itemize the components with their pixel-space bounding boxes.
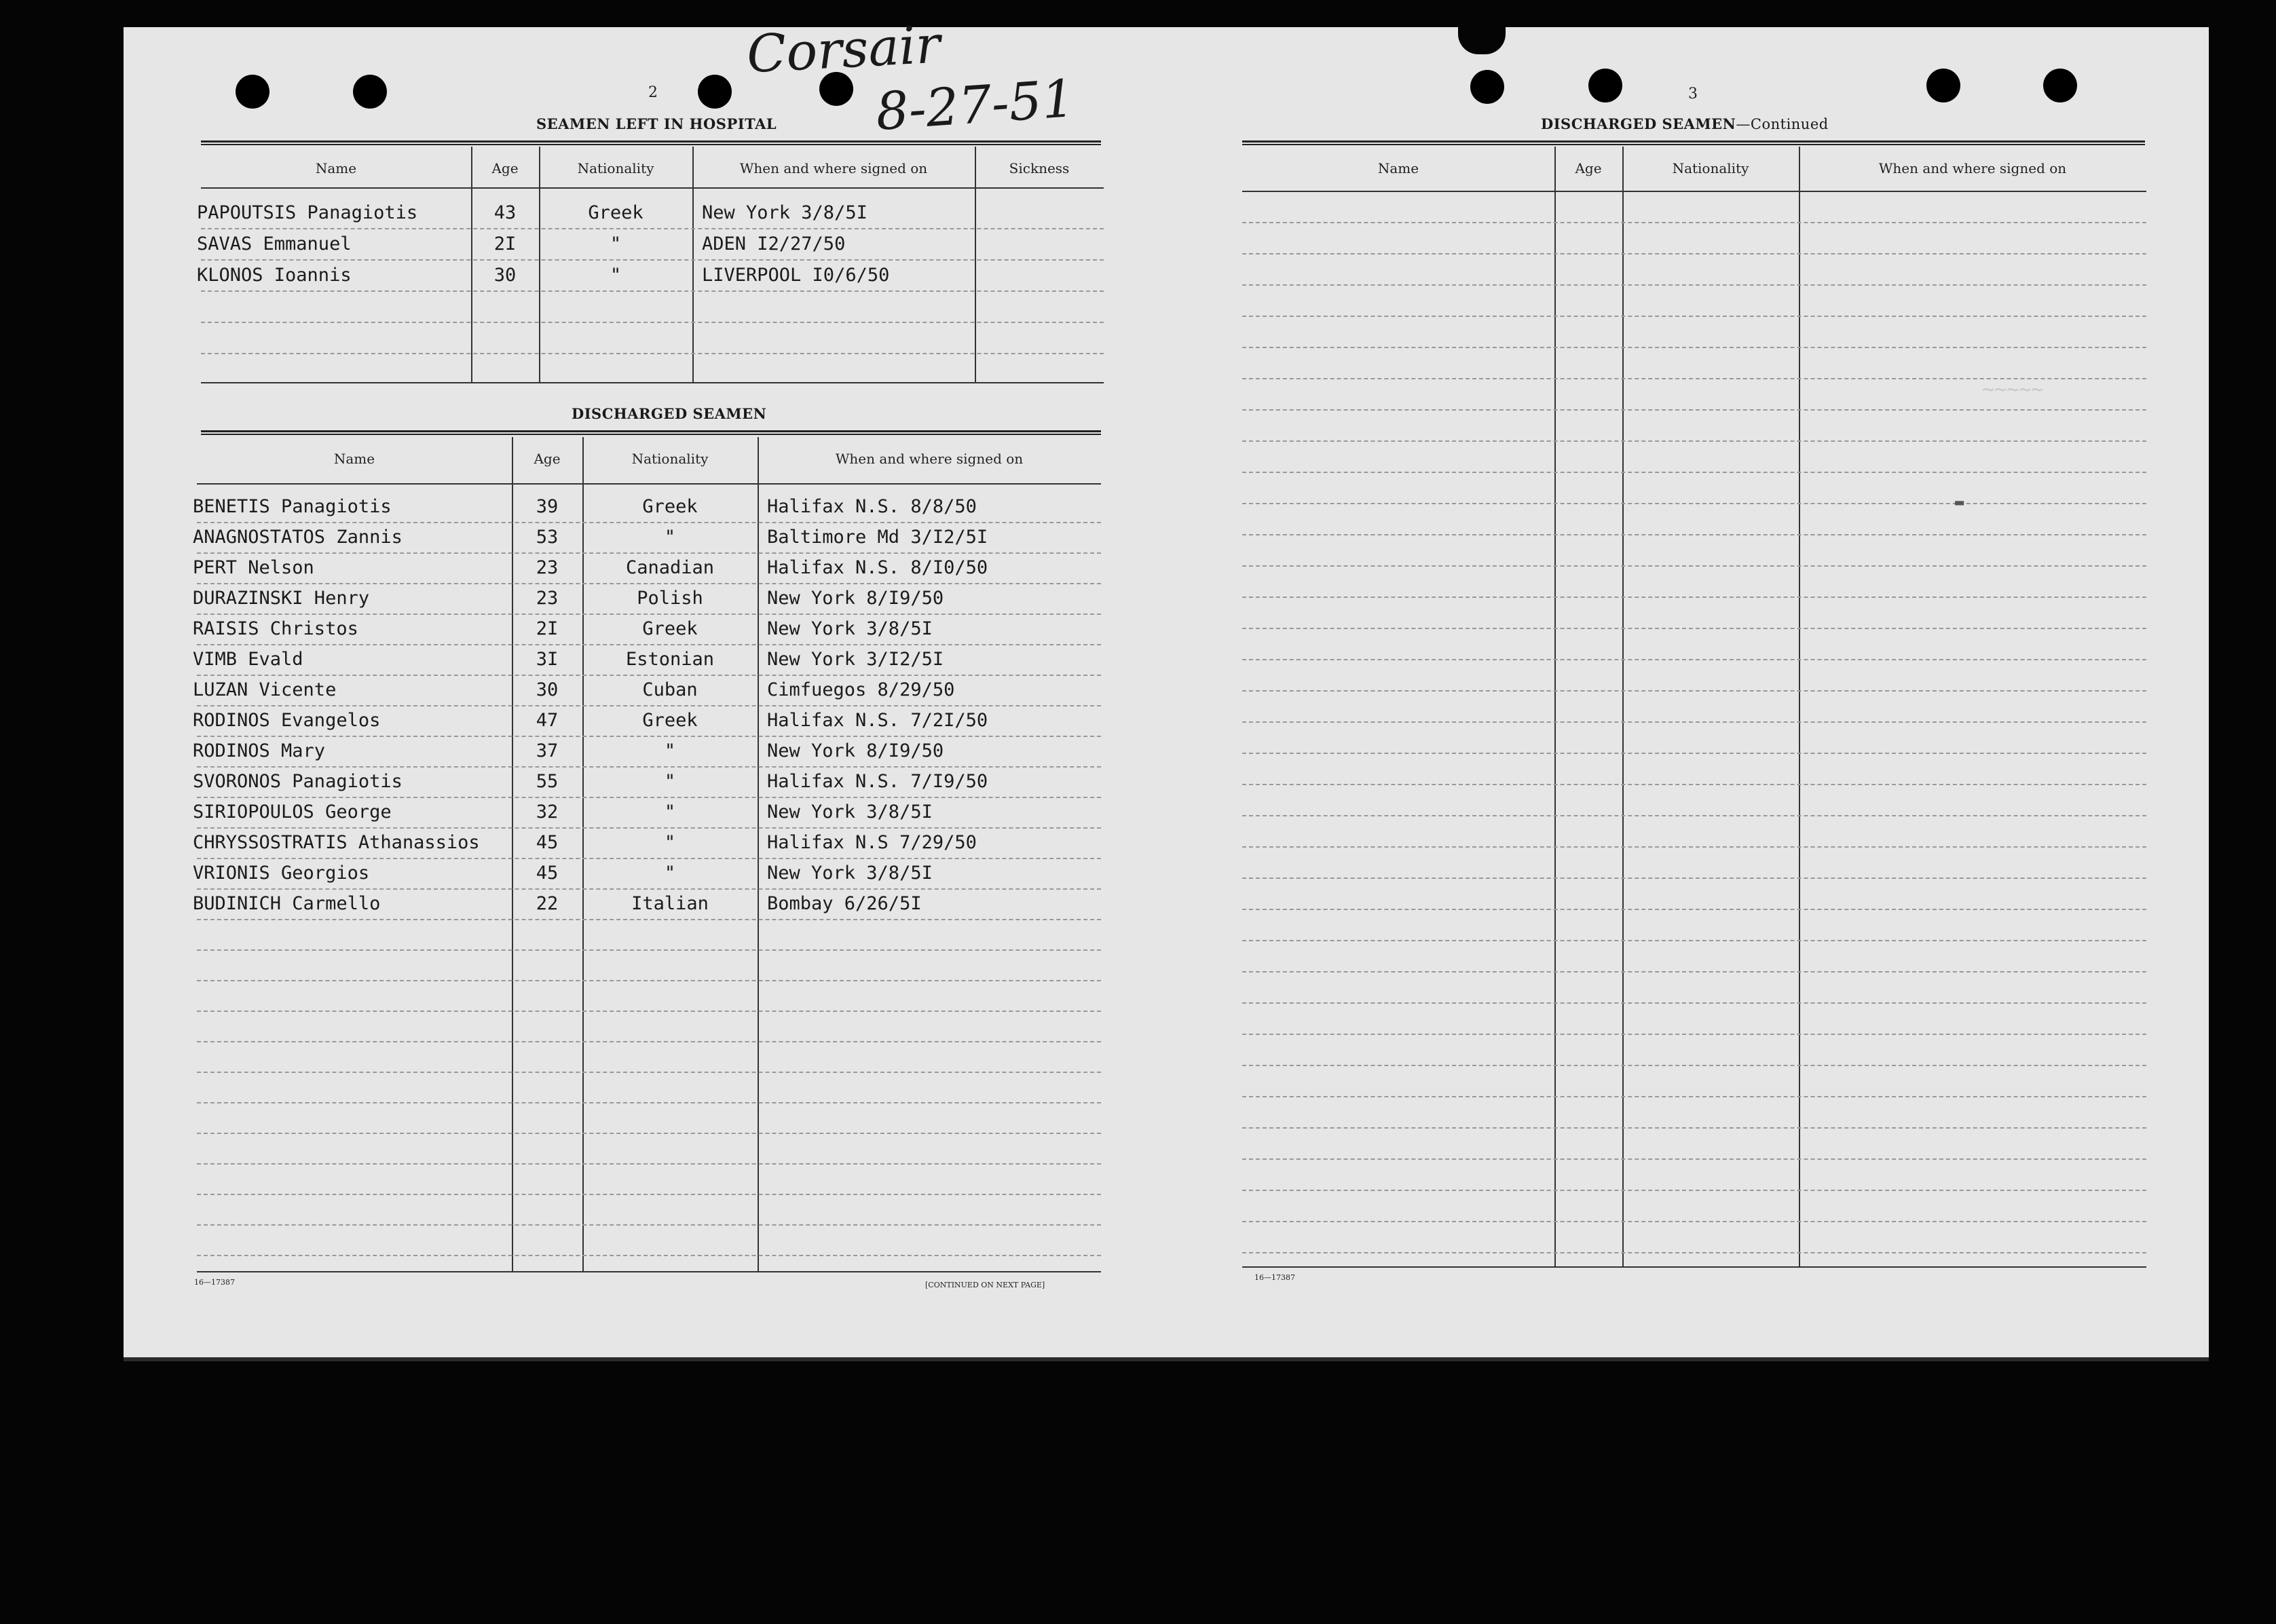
table-cell: CHRYSSOSTRATIS Athanassios bbox=[193, 832, 480, 853]
table-cell: New York 3/8/5I bbox=[767, 863, 933, 884]
table-cell: RAISIS Christos bbox=[193, 618, 358, 639]
row-line bbox=[197, 858, 1101, 859]
row-line bbox=[1242, 815, 2146, 816]
row-line bbox=[1242, 1002, 2146, 1004]
row-line bbox=[197, 980, 1101, 981]
row-line bbox=[1242, 534, 2146, 535]
hospital-section-title: SEAMEN LEFT IN HOSPITAL bbox=[536, 115, 777, 132]
table-cell: RODINOS Evangelos bbox=[193, 710, 381, 731]
row-line bbox=[197, 1102, 1101, 1103]
column-header: When and where signed on bbox=[1878, 160, 2067, 176]
table-cell: " bbox=[664, 832, 676, 853]
header-rule bbox=[201, 187, 1104, 189]
table-cell: 47 bbox=[536, 710, 559, 731]
row-line bbox=[201, 353, 1104, 354]
continued-note: [CONTINUED ON NEXT PAGE] bbox=[925, 1281, 1045, 1289]
table-cell: 2I bbox=[493, 233, 517, 254]
column-header: Nationality bbox=[631, 451, 709, 467]
handwritten-ship-name: Corsair bbox=[745, 14, 942, 85]
punch-hole bbox=[698, 75, 732, 109]
row-line bbox=[1242, 753, 2146, 754]
table-cell: " bbox=[664, 771, 676, 792]
row-line bbox=[1242, 628, 2146, 629]
table-cell: Polish bbox=[637, 588, 703, 609]
row-line bbox=[197, 919, 1101, 920]
row-line bbox=[197, 827, 1101, 829]
table-cell: DURAZINSKI Henry bbox=[193, 588, 370, 609]
row-line bbox=[1242, 565, 2146, 567]
row-line bbox=[1242, 253, 2146, 254]
row-line bbox=[1242, 284, 2146, 286]
table-cell: New York 8/I9/50 bbox=[767, 740, 944, 761]
column-divider bbox=[1799, 147, 1800, 1266]
row-line bbox=[1242, 1221, 2146, 1222]
punch-hole bbox=[353, 75, 387, 109]
row-line bbox=[1242, 347, 2146, 348]
table-cell: 23 bbox=[536, 588, 559, 609]
table-cell: Halifax N.S 7/29/50 bbox=[767, 832, 977, 853]
table-cell: " bbox=[610, 233, 622, 254]
column-divider bbox=[1554, 147, 1556, 1266]
row-line bbox=[1242, 940, 2146, 941]
column-header: Name bbox=[333, 451, 375, 467]
table-cell: Greek bbox=[642, 618, 698, 639]
column-header: Age bbox=[534, 451, 561, 467]
row-line bbox=[197, 766, 1101, 768]
row-line bbox=[1242, 690, 2146, 692]
table-bottom-rule bbox=[197, 1271, 1101, 1272]
table-cell: ANAGNOSTATOS Zannis bbox=[193, 527, 403, 548]
row-line bbox=[201, 322, 1104, 323]
punch-hole bbox=[1926, 69, 1960, 102]
table-cell: New York 8/I9/50 bbox=[767, 588, 944, 609]
table-cell: Baltimore Md 3/I2/5I bbox=[767, 527, 988, 548]
row-line bbox=[197, 675, 1101, 676]
table-bottom-rule bbox=[1242, 1266, 2146, 1268]
row-line bbox=[197, 644, 1101, 645]
table-cell: 30 bbox=[536, 679, 559, 700]
discharged-section-title: DISCHARGED SEAMEN bbox=[572, 405, 767, 422]
table-cell: New York 3/8/5I bbox=[767, 618, 933, 639]
right-title-continued: —Continued bbox=[1736, 116, 1829, 132]
row-line bbox=[197, 583, 1101, 584]
column-header: When and where signed on bbox=[739, 160, 928, 176]
table-cell: Canadian bbox=[625, 557, 715, 578]
table-cell: LIVERPOOL I0/6/50 bbox=[702, 265, 890, 286]
table-cell: Cimfuegos 8/29/50 bbox=[767, 679, 955, 700]
header-rule bbox=[197, 483, 1101, 485]
row-line bbox=[1242, 409, 2146, 411]
column-header: When and where signed on bbox=[835, 451, 1024, 467]
column-divider bbox=[692, 147, 694, 382]
row-line bbox=[197, 888, 1101, 890]
table-cell: VRIONIS Georgios bbox=[193, 863, 370, 884]
table-cell: Cuban bbox=[642, 679, 698, 700]
table-cell: Greek bbox=[642, 710, 698, 731]
punch-hole bbox=[2043, 69, 2077, 102]
table-cell: LUZAN Vicente bbox=[193, 679, 337, 700]
right-title-main: DISCHARGED SEAMEN bbox=[1541, 115, 1736, 132]
table-cell: Italian bbox=[631, 893, 709, 914]
table-cell: 22 bbox=[536, 893, 559, 914]
column-header: Name bbox=[315, 160, 357, 176]
table-cell: 39 bbox=[536, 496, 559, 517]
table-cell: 2I bbox=[536, 618, 559, 639]
punch-hole bbox=[1588, 69, 1622, 102]
row-line bbox=[1242, 784, 2146, 785]
table-cell: PAPOUTSIS Panagiotis bbox=[197, 202, 418, 223]
row-line bbox=[1242, 1158, 2146, 1160]
table-cell: Bombay 6/26/5I bbox=[767, 893, 922, 914]
row-line bbox=[1242, 1190, 2146, 1191]
table-cell: SVORONOS Panagiotis bbox=[193, 771, 403, 792]
table-cell: SAVAS Emmanuel bbox=[197, 233, 352, 254]
table-cell: RODINOS Mary bbox=[193, 740, 326, 761]
table-cell: 3I bbox=[536, 649, 559, 670]
table-cell: Halifax N.S. 8/I0/50 bbox=[767, 557, 988, 578]
column-header: Age bbox=[1575, 160, 1602, 176]
punch-hole bbox=[236, 75, 269, 109]
row-line bbox=[197, 705, 1101, 706]
column-divider bbox=[975, 147, 976, 382]
page-number-left: 2 bbox=[648, 84, 658, 101]
table-cell: 37 bbox=[536, 740, 559, 761]
row-line bbox=[1242, 222, 2146, 223]
table-cell: 23 bbox=[536, 557, 559, 578]
row-line bbox=[197, 949, 1101, 951]
row-line bbox=[1242, 659, 2146, 660]
page-number-right: 3 bbox=[1688, 86, 1698, 102]
row-line bbox=[1242, 1065, 2146, 1066]
column-header: Nationality bbox=[1672, 160, 1749, 176]
table-cell: PERT Nelson bbox=[193, 557, 314, 578]
table-cell: " bbox=[664, 801, 676, 823]
handwritten-date: 8-27-51 bbox=[874, 67, 1077, 143]
table-cell: 45 bbox=[536, 832, 559, 853]
table-cell: BENETIS Panagiotis bbox=[193, 496, 392, 517]
column-header: Age bbox=[491, 160, 519, 176]
table-cell: Greek bbox=[588, 202, 643, 223]
row-line bbox=[1242, 971, 2146, 972]
right-section-title bbox=[1541, 115, 1829, 132]
row-line bbox=[197, 1041, 1101, 1042]
row-line bbox=[197, 1194, 1101, 1195]
bleed-through-mark: ▬ bbox=[1955, 494, 1964, 511]
column-header: Nationality bbox=[577, 160, 654, 176]
row-line bbox=[1242, 1034, 2146, 1035]
hospital-top-rule bbox=[201, 140, 1101, 145]
header-rule bbox=[1242, 191, 2146, 192]
form-number-left: 16—17387 bbox=[194, 1278, 235, 1287]
table-cell: " bbox=[610, 265, 622, 286]
table-cell: 43 bbox=[493, 202, 517, 223]
table-cell: Greek bbox=[642, 496, 698, 517]
table-cell: 32 bbox=[536, 801, 559, 823]
table-cell: " bbox=[664, 527, 676, 548]
table-cell: BUDINICH Carmello bbox=[193, 893, 381, 914]
table-cell: Halifax N.S. 8/8/50 bbox=[767, 496, 977, 517]
punch-hole bbox=[1470, 70, 1504, 104]
row-line bbox=[197, 552, 1101, 554]
row-line bbox=[201, 228, 1104, 229]
discharged-top-rule bbox=[201, 430, 1101, 435]
right-top-rule bbox=[1242, 140, 2145, 145]
table-cell: " bbox=[664, 740, 676, 761]
table-cell: KLONOS Ioannis bbox=[197, 265, 352, 286]
column-divider bbox=[1622, 147, 1624, 1266]
row-line bbox=[197, 613, 1101, 615]
row-line bbox=[1242, 877, 2146, 879]
column-divider bbox=[758, 437, 759, 1271]
table-cell: 45 bbox=[536, 863, 559, 884]
table-cell: " bbox=[664, 863, 676, 884]
table-cell: Halifax N.S. 7/2I/50 bbox=[767, 710, 988, 731]
table-cell: 53 bbox=[536, 527, 559, 548]
table-cell: New York 3/8/5I bbox=[767, 801, 933, 823]
row-line bbox=[197, 1011, 1101, 1012]
row-line bbox=[197, 1163, 1101, 1165]
column-header: Sickness bbox=[1009, 160, 1070, 176]
row-line bbox=[197, 736, 1101, 737]
table-bottom-rule bbox=[201, 382, 1104, 383]
row-line bbox=[1242, 597, 2146, 598]
column-header: Name bbox=[1377, 160, 1419, 176]
sheet-edge bbox=[124, 1357, 2209, 1361]
row-line bbox=[197, 1224, 1101, 1226]
row-line bbox=[1242, 721, 2146, 723]
row-line bbox=[1242, 472, 2146, 473]
row-line bbox=[197, 1133, 1101, 1134]
row-line bbox=[1242, 503, 2146, 504]
row-line bbox=[1242, 1096, 2146, 1097]
row-line bbox=[1242, 1127, 2146, 1129]
row-line bbox=[1242, 1252, 2146, 1253]
row-line bbox=[1242, 846, 2146, 848]
form-number-right: 16—17387 bbox=[1254, 1273, 1295, 1282]
row-line bbox=[201, 290, 1104, 292]
table-cell: Estonian bbox=[625, 649, 715, 670]
document-sheet bbox=[124, 27, 2209, 1357]
row-line bbox=[1242, 316, 2146, 317]
bleed-through-mark: ~~~~~ bbox=[1982, 378, 2044, 402]
table-cell: Halifax N.S. 7/I9/50 bbox=[767, 771, 988, 792]
table-cell: ADEN I2/27/50 bbox=[702, 233, 846, 254]
table-cell: SIRIOPOULOS George bbox=[193, 801, 392, 823]
table-cell: VIMB Evald bbox=[193, 649, 303, 670]
table-cell: 55 bbox=[536, 771, 559, 792]
row-line bbox=[201, 259, 1104, 261]
table-cell: 30 bbox=[493, 265, 517, 286]
row-line bbox=[197, 797, 1101, 798]
row-line bbox=[197, 1072, 1101, 1073]
table-cell: New York 3/I2/5I bbox=[767, 649, 944, 670]
table-cell: New York 3/8/5I bbox=[702, 202, 868, 223]
row-line bbox=[197, 522, 1101, 523]
row-line bbox=[1242, 440, 2146, 442]
row-line bbox=[197, 1255, 1101, 1256]
row-line bbox=[1242, 909, 2146, 910]
